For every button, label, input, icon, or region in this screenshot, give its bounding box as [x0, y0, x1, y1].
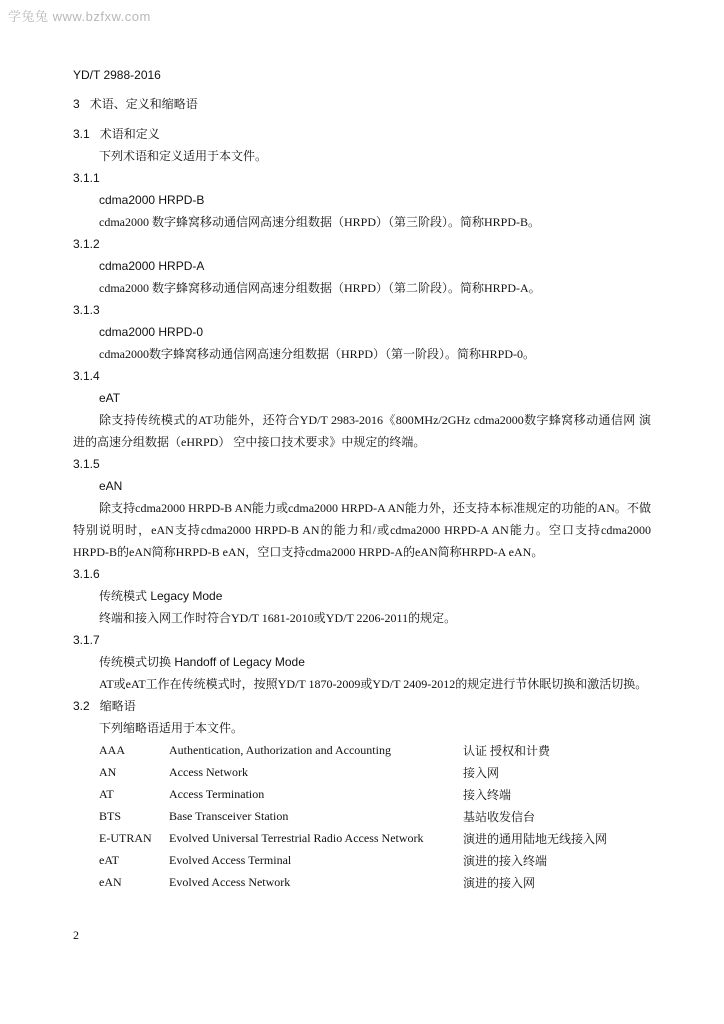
document-page [73, 68, 651, 893]
term-entry [73, 365, 651, 453]
section-3-2-heading [73, 695, 651, 717]
english-term: Access Network [169, 764, 248, 779]
abbreviation-table [99, 739, 607, 893]
table-row [99, 739, 607, 761]
chinese-term: 接入终端 [463, 787, 512, 802]
abbreviation: eAT [99, 852, 119, 867]
term-definition: 除支持cdma2000 HRPD-B AN能力或cdma2000 HRPD-A AN能力外，还支持本标准规定的功能的AN。不做特别说明时，eAN支持cdma2000 HRPD-B AN的能力和/或cdma2000 HRPD-A AN能力。空口支持cdma2000 HRPD-B的eAN简称HRPD-B eAN，空口支持cdma2000 HRPD-A的eAN简称HRPD-A eAN。 [73, 501, 651, 559]
term-entry [73, 299, 651, 365]
term-definition: cdma2000 数字蜂窝移动通信网高速分组数据（HRPD）（第三阶段）。简称HRPD-B。 [99, 215, 541, 229]
term-entry [73, 629, 651, 695]
chinese-term: 基站收发信台 [463, 809, 536, 824]
term-number: 3.1.5 [73, 457, 100, 471]
section-title: 术语和定义 [99, 127, 160, 141]
terms-list [73, 167, 651, 695]
term-number: 3.1.6 [73, 567, 100, 581]
section-number: 3.2 [73, 699, 90, 713]
term-name: cdma2000 HRPD-B [99, 193, 205, 207]
term-definition: AT或eAT工作在传统模式时，按照YD/T 1870-2009或YD/T 2409-2012的规定进行节休眠切换和激活切换。 [99, 677, 648, 691]
section-number: 3.1 [73, 127, 90, 141]
abbreviation: E-UTRAN [99, 830, 152, 845]
term-entry [73, 563, 651, 629]
term-entry [73, 233, 651, 299]
term-number: 3.1.4 [73, 369, 100, 383]
table-row [99, 761, 607, 783]
abbreviation: AN [99, 764, 117, 779]
english-term: Evolved Universal Terrestrial Radio Access Network [169, 830, 424, 845]
term-definition: cdma2000 数字蜂窝移动通信网高速分组数据（HRPD）（第二阶段）。简称HRPD-A。 [99, 281, 541, 295]
abbreviation: eAN [99, 874, 122, 889]
term-definition: cdma2000数字蜂窝移动通信网高速分组数据（HRPD）（第一阶段）。简称HRPD-0。 [99, 347, 536, 361]
english-term: Evolved Access Network [169, 874, 291, 889]
chinese-term: 演进的接入网 [463, 875, 536, 890]
term-name: 传统模式切换 Handoff of Legacy Mode [99, 655, 305, 669]
chinese-term: 演进的通用陆地无线接入网 [463, 831, 608, 846]
term-definition: 除支持传统模式的AT功能外，还符合YD/T 2983-2016《800MHz/2GHz cdma2000数字蜂窝移动通信网 演进的高速分组数据（eHRPD） 空中接口技术要求》中规定的终端。 [73, 413, 651, 449]
term-name: eAT [99, 391, 121, 405]
term-entry [73, 453, 651, 563]
term-definition: 终端和接入网工作时符合YD/T 1681-2010或YD/T 2206-2011的规定。 [99, 611, 457, 625]
page-number: 2 [73, 928, 79, 942]
section-3-1-intro: 下列术语和定义适用于本文件。 [99, 149, 268, 163]
term-name: cdma2000 HRPD-0 [99, 325, 204, 339]
english-term: Access Termination [169, 786, 265, 801]
section-3-2-intro: 下列缩略语适用于本文件。 [99, 721, 244, 735]
term-number: 3.1.1 [73, 171, 100, 185]
watermark: 学兔兔 www.bzfxw.com [8, 9, 151, 24]
table-row [99, 871, 607, 893]
standard-number: YD/T 2988-2016 [73, 68, 161, 82]
term-entry [73, 167, 651, 233]
abbreviation: AAA [99, 742, 125, 757]
table-row [99, 783, 607, 805]
english-term: Evolved Access Terminal [169, 852, 292, 867]
term-number: 3.1.2 [73, 237, 100, 251]
term-name: cdma2000 HRPD-A [99, 259, 205, 273]
section-title: 术语、定义和缩略语 [89, 97, 198, 111]
section-3-1-heading [73, 123, 651, 145]
section-number: 3 [73, 97, 80, 111]
term-number: 3.1.3 [73, 303, 100, 317]
section-title: 缩略语 [99, 699, 136, 713]
table-row [99, 805, 607, 827]
chinese-term: 演进的接入终端 [463, 853, 548, 868]
table-row [99, 849, 607, 871]
english-term: Base Transceiver Station [169, 808, 289, 823]
chinese-term: 认证 授权和计费 [463, 743, 551, 758]
abbreviation: BTS [99, 808, 122, 823]
term-number: 3.1.7 [73, 633, 100, 647]
abbreviation: AT [99, 786, 114, 801]
section-3-heading [73, 93, 651, 115]
table-row [99, 827, 607, 849]
term-name: 传统模式 Legacy Mode [99, 589, 223, 603]
english-term: Authentication, Authorization and Accounting [169, 742, 391, 757]
term-name: eAN [99, 479, 123, 493]
chinese-term: 接入网 [463, 765, 500, 780]
